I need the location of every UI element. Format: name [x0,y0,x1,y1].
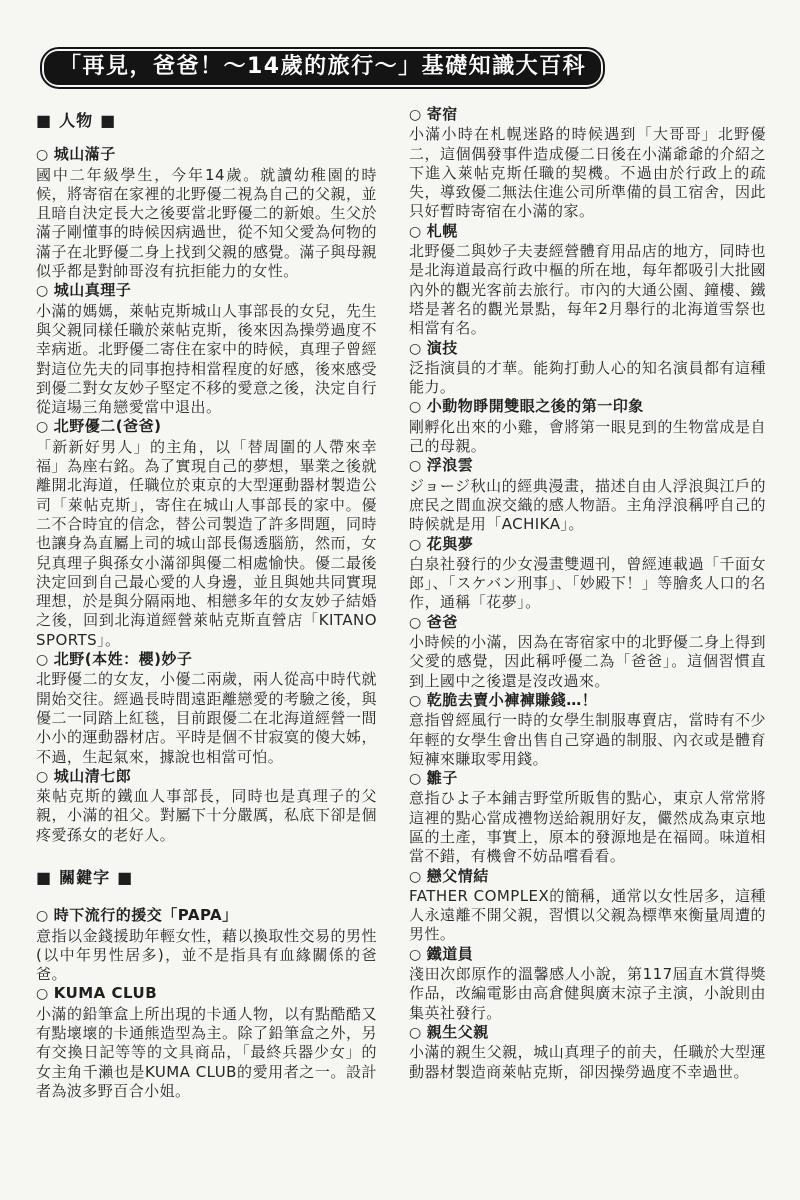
entry-term: 寄宿 [426,105,458,123]
entry-body: 意指以金錢援助年輕女性，藉以換取性交易的男性(以中年男性居多)，並不是指具有血緣關係的爸爸。 [36,926,377,984]
right-column [409,105,766,1082]
entry [409,222,766,339]
entry [36,281,377,417]
black-square-icon: ■ [100,111,117,130]
entry [36,145,377,281]
entry-body: FATHER COMPLEX的簡稱，通常以女性居多，這種人永遠離不開父親，習慣以父親為標準來衡量周遭的男性。 [409,886,766,944]
entry [409,769,766,866]
page-title: 「再見，爸爸！～14歲的旅行～」基礎知識大百科 [44,51,601,85]
section-title: 關鍵字 [59,867,111,887]
entry [36,417,377,650]
entry [409,691,766,769]
circle-marker-icon: ○ [409,946,422,963]
entry-term: 戀父情結 [426,866,489,885]
entry-body: 小滿小時在札幌迷路的時候遇到「大哥哥」北野優二，這個偶發事件造成優二日後在小滿爺爺的介紹之下進入萊帖克斯任職的契機。不過由於行政上的疏失，導致優二無法住進公司所準備的員工宿舍，因此只好暫時寄宿在小滿的家。 [409,125,766,221]
section-title: 人物 [59,111,94,130]
circle-marker-icon: ○ [409,340,422,357]
entry-body: 泛指演員的才華。能夠打動人心的知名演員都有這種能力。 [409,358,766,397]
entry-body: 意指ひよ子本鋪吉野堂所販售的點心，東京人常常將這裡的點心當成禮物送給親朋好友，儼然成為東京地區的土產，事實上，原本的發源地是在福岡。味道相當不錯，有機會不妨品嚐看看。 [409,789,766,866]
circle-marker-icon: ○ [36,419,49,436]
entry [36,984,377,1101]
entry-body: 北野優二與妙子夫妻經營體育用品店的地方，同時也是北海道最高行政中樞的所在地，每年都吸引大批國內外的觀光客前去旅行。市內的大通公園、鐘樓、鐵塔是著名的觀光景點，每年2月舉行的北海道雪祭也相當有名。 [409,242,766,338]
entry [36,767,377,845]
entry-term: 鐵道員 [426,944,474,963]
page-title-banner [40,47,605,89]
entry-term: 城山滿子 [53,145,116,164]
entry-body: 小滿的親生父親，城山真理子的前夫，任職於大型運動器材製造商萊帖克斯，卻因操勞過度不幸過世。 [409,1043,766,1081]
entry-term: 北野(本姓：櫻)妙子 [53,650,193,669]
entry-term: 親生父親 [426,1022,489,1041]
entry-body: ジョージ秋山的經典漫畫，描述自由人浮浪與江戶的庶民之間血淚交織的感人物語。主角浮浪稱呼自己的時候就是用「ACHIKA」。 [409,476,766,534]
entry-term: KUMA CLUB [53,984,158,1003]
entry-term: 城山清七郎 [53,766,132,785]
entry [409,1023,766,1082]
entry-body: 淺田次郎原作的溫馨感人小說，第117屆直木賞得獎作品，改編電影由高倉健與廣末涼子主演，小說則由集英社發行。 [409,965,766,1022]
entry-body: 國中二年級學生，今年14歲。就讀幼稚園的時候，將寄宿在家裡的北野優二視為自己的父親，並且暗自決定長大之後要當北野優二的新娘。生父於滿子剛懂事的時候因病過世，從不知父愛為何物的滿子在北野優二身上找到父親的感覺。滿子與母親似乎都是對帥哥沒有抗拒能力的女性。 [36,165,377,281]
black-square-icon: ■ [36,867,53,887]
circle-marker-icon: ○ [36,283,49,300]
circle-marker-icon: ○ [36,986,49,1003]
entry-term: 浮浪雲 [426,456,474,475]
entry [409,535,766,613]
entry-term: 演技 [426,338,458,357]
entry [409,397,766,456]
entry-body: 意指曾經風行一時的女學生制服專賣店，當時有不少年輕的女學生會出售自己穿過的制服、內衣或是體育短褲來賺取零用錢。 [409,711,766,768]
circle-marker-icon: ○ [409,1024,422,1041]
entry [409,867,766,945]
circle-marker-icon: ○ [409,614,422,631]
entry-term: 時下流行的援交「PAPA」 [53,906,238,925]
entry-body: 北野優二的女友，小優二兩歲，兩人從高中時代就開始交往。經過長時間遠距離戀愛的考驗之後，與優二一同踏上紅毯，目前跟優二在北海道經營一間小小的運動器材店。平時是個不甘寂寞的傻大姊，不過，生起氣來，據說也相當可怕。 [36,670,377,766]
section-header-characters [36,111,377,130]
entry [36,906,377,984]
circle-marker-icon: ○ [409,399,422,416]
entry-term: 雛子 [426,769,458,788]
entry [409,105,766,222]
entry-body: 白泉社發行的少女漫畫雙週刊，曾經連載過「千面女郎」、「スケバン刑事」、「妙殿下！」等膾炙人口的名作，通稱「花夢」。 [409,554,766,612]
entry [409,945,766,1023]
entry-term: 城山真理子 [53,281,132,300]
entry-body: 小滿的鉛筆盒上所出現的卡通人物，以有點酷酷又有點壞壞的卡通熊造型為主。除了鉛筆盒之外，另有交換日記等等的文具商品，「最終兵器少女」的女主角千瀨也是KUMA CLUB的愛用者之一。設計者為波多野百合小姐。 [36,1004,377,1100]
entry-term: 北野優二(爸爸) [53,417,162,436]
black-square-icon: ■ [117,867,134,887]
entry-body: 小滿的媽媽，萊帖克斯城山人事部長的女兒，先生與父親同樣任職於萊帖克斯，後來因為操勞過度不幸病逝。北野優二寄住在家中的時候，真理子曾經對這位先夫的同事抱持相當程度的好感，後來感受到優二對女友妙子堅定不移的愛意之後，決定自行從這場三角戀愛當中退出。 [36,301,377,417]
circle-marker-icon: ○ [409,868,422,885]
circle-marker-icon: ○ [36,147,49,164]
circle-marker-icon: ○ [409,223,422,240]
circle-marker-icon: ○ [36,768,49,785]
entry [409,456,766,534]
circle-marker-icon: ○ [409,536,422,553]
entry-term: 乾脆去賣小褲褲賺錢…！ [426,690,598,709]
circle-marker-icon: ○ [409,692,422,709]
entry-term: 小動物睜開雙眼之後的第一印象 [426,397,644,416]
entry [409,339,766,398]
left-column [36,111,377,1101]
circle-marker-icon: ○ [409,771,422,788]
entry-term: 爸爸 [426,612,458,631]
entry-body: 剛孵化出來的小雞，會將第一眼見到的生物當成是自己的母親。 [409,417,766,456]
entry-body: 小時候的小滿，因為在寄宿家中的北野優二身上得到父愛的感覺，因此稱呼優二為「爸爸」。這個習慣直到上國中之後還是沒改過來。 [409,633,766,690]
circle-marker-icon: ○ [36,652,49,669]
entry-term: 札幌 [426,221,458,240]
circle-marker-icon: ○ [36,908,49,925]
circle-marker-icon: ○ [409,107,422,123]
entry-term: 花與夢 [426,534,474,553]
entry [36,650,377,767]
section-header-keywords [36,868,377,887]
entry-body: 「新新好男人」的主角，以「替周圍的人帶來幸福」為座右銘。為了實現自己的夢想，畢業之後就離開北海道，任職位於東京的大型運動器材製造公司「萊帖克斯」，寄住在城山人事部長的家中。優二不合時宜的信念，替公司製造了許多問題，同時也讓身為直屬上司的城山部長傷透腦筋，然而，女兒真理子與孫女小滿卻與優二相處愉快。優二最後決定回到自己最心愛的人身邊，並且與她共同實現理想，於是與分隔兩地、相戀多年的女友妙子結婚之後，回到北海道經營萊帖克斯直營店「KITANO SPORTS」。 [36,437,377,649]
entry [409,613,766,691]
entry-body: 萊帖克斯的鐵血人事部長，同時也是真理子的父親，小滿的祖父。對屬下十分嚴厲，私底下卻是個疼愛孫女的老好人。 [36,787,377,844]
circle-marker-icon: ○ [409,458,422,475]
black-square-icon: ■ [36,111,53,130]
